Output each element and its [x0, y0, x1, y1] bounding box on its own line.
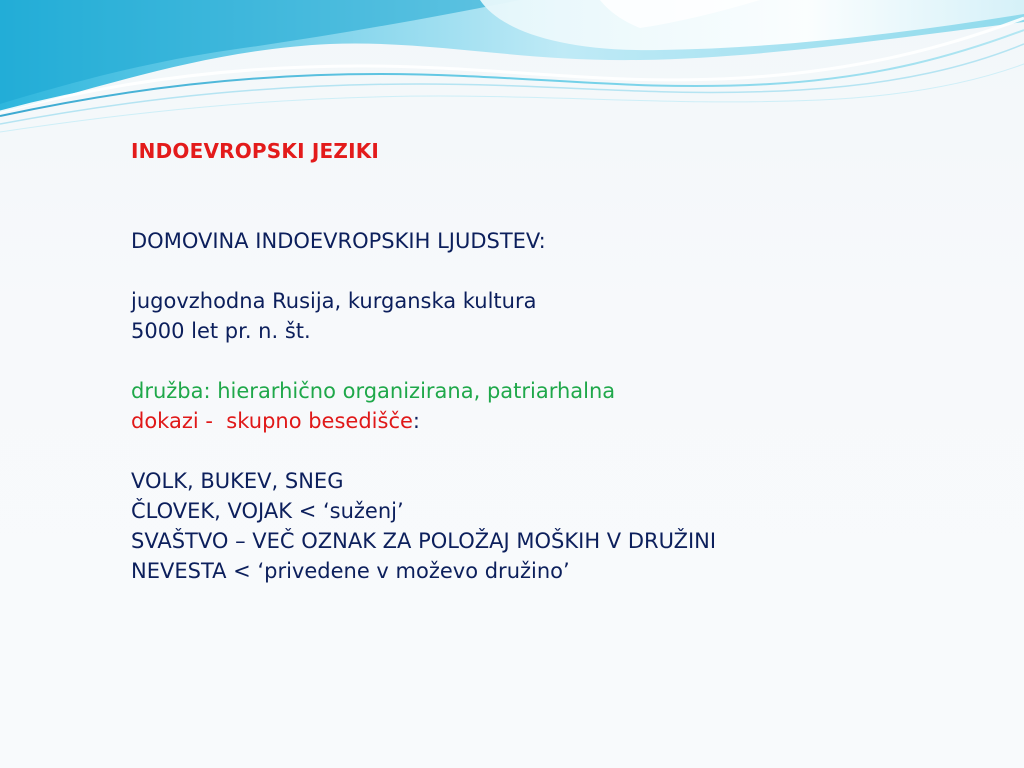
- origin-line-1: jugovzhodna Rusija, kurganska kultura: [131, 289, 537, 313]
- society-line: družba: hierarhično organizirana, patriarhalna: [131, 379, 616, 403]
- spacer: [131, 256, 991, 286]
- evidence-colon: :: [412, 409, 420, 433]
- vocabulary-line-1: VOLK, BUKEV, SNEG: [131, 469, 344, 493]
- spacer: [131, 346, 991, 376]
- vocabulary-line-3: SVAŠTVO – VEČ OZNAK ZA POLOŽAJ MOŠKIH V DRUŽINI: [131, 529, 717, 553]
- homeland-heading: DOMOVINA INDOEVROPSKIH LJUDSTEV:: [131, 229, 546, 253]
- slide-content: [131, 136, 991, 586]
- evidence-line: [131, 406, 991, 436]
- spacer: [131, 436, 991, 466]
- slide-title: INDOEVROPSKI JEZIKI: [131, 139, 380, 163]
- evidence-label: dokazi - skupno besedišče: [131, 409, 413, 433]
- origin-line-2: 5000 let pr. n. št.: [131, 319, 311, 343]
- decorative-wave-header: [0, 0, 1024, 140]
- vocabulary-line-2: ČLOVEK, VOJAK < ‘suženj’: [131, 499, 404, 523]
- vocabulary-line-4: NEVESTA < ‘privedene v moževo družino’: [131, 559, 570, 583]
- spacer: [131, 166, 991, 226]
